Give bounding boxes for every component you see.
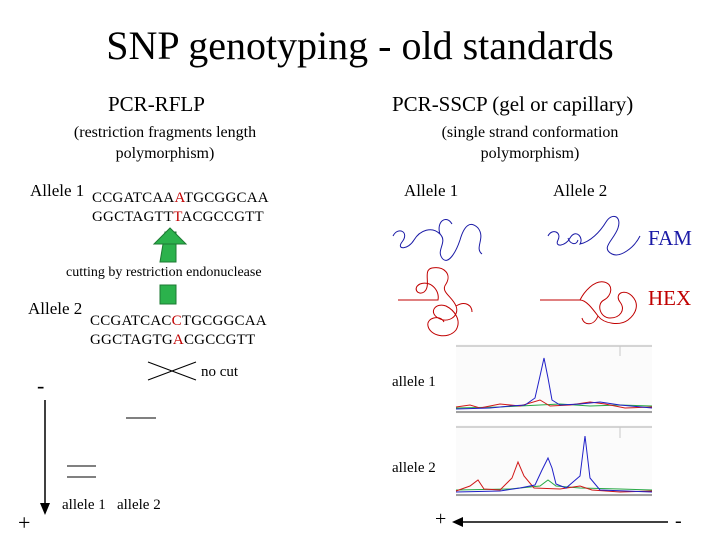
no-cut-x-icon	[148, 362, 196, 380]
allele2-top-strand: CCGATCACCTGCGGCAA	[90, 313, 267, 329]
rflp-subheading-line2: polymorphism)	[115, 145, 215, 162]
hex-strand-allele1-icon	[398, 268, 472, 336]
allele2-bottom-snp: A	[172, 332, 184, 348]
fam-strand-allele2-icon	[548, 216, 640, 255]
no-cut-label: no cut	[201, 364, 239, 380]
fam-label: FAM	[648, 226, 692, 250]
allele2-top-snp: C	[171, 313, 182, 329]
electropherogram-allele1	[456, 344, 652, 414]
allele1-bottom-strand: GGCTAGTTTACGCCGTT	[92, 209, 264, 225]
allele1-bottom-snp: T	[173, 209, 182, 225]
rflp-subheading-line1: (restriction fragments length	[73, 124, 257, 141]
green-arrow-allele1	[154, 228, 186, 262]
sscp-heading: PCR-SSCP (gel or capillary)	[392, 92, 634, 116]
allele1-top-snp: A	[174, 190, 184, 206]
trace1-label: allele 1	[392, 374, 436, 390]
cut-note: cutting by restriction endonuclease	[66, 265, 262, 280]
gel-bands	[67, 418, 156, 477]
rflp-heading: PCR-RFLP	[108, 92, 205, 116]
electropherogram-allele2	[456, 425, 652, 497]
rflp-allele1-label: Allele 1	[30, 181, 85, 200]
sscp-subheading-line2: polymorphism)	[480, 145, 580, 162]
hex-label: HEX	[648, 286, 692, 310]
gel-lane-labels: allele 1 allele 2	[62, 497, 161, 513]
axis-minus-label: -	[675, 510, 682, 532]
sscp-subheading-line1: (single strand conformation	[441, 124, 619, 141]
gel-minus-label: -	[37, 373, 45, 398]
sscp-direction-arrow	[452, 517, 668, 527]
axis-plus-label: +	[435, 508, 447, 530]
gel-plus-label: +	[18, 510, 31, 535]
rflp-allele2-label: Allele 2	[28, 299, 83, 318]
allele1-top-strand: CCGATCAAATGCGGCAA	[92, 190, 269, 206]
page-title: SNP genotyping - old standards	[106, 23, 614, 68]
trace2-label: allele 2	[392, 460, 436, 476]
gel-direction-arrow	[40, 400, 50, 515]
sscp-allele1-label: Allele 1	[404, 181, 459, 200]
sscp-allele2-label: Allele 2	[553, 181, 608, 200]
green-arrow-allele2	[160, 285, 176, 304]
fam-strand-allele1-icon	[393, 219, 482, 260]
hex-strand-allele2-icon	[540, 282, 636, 324]
allele2-bottom-strand: GGCTAGTGACGCCGTT	[90, 332, 256, 348]
